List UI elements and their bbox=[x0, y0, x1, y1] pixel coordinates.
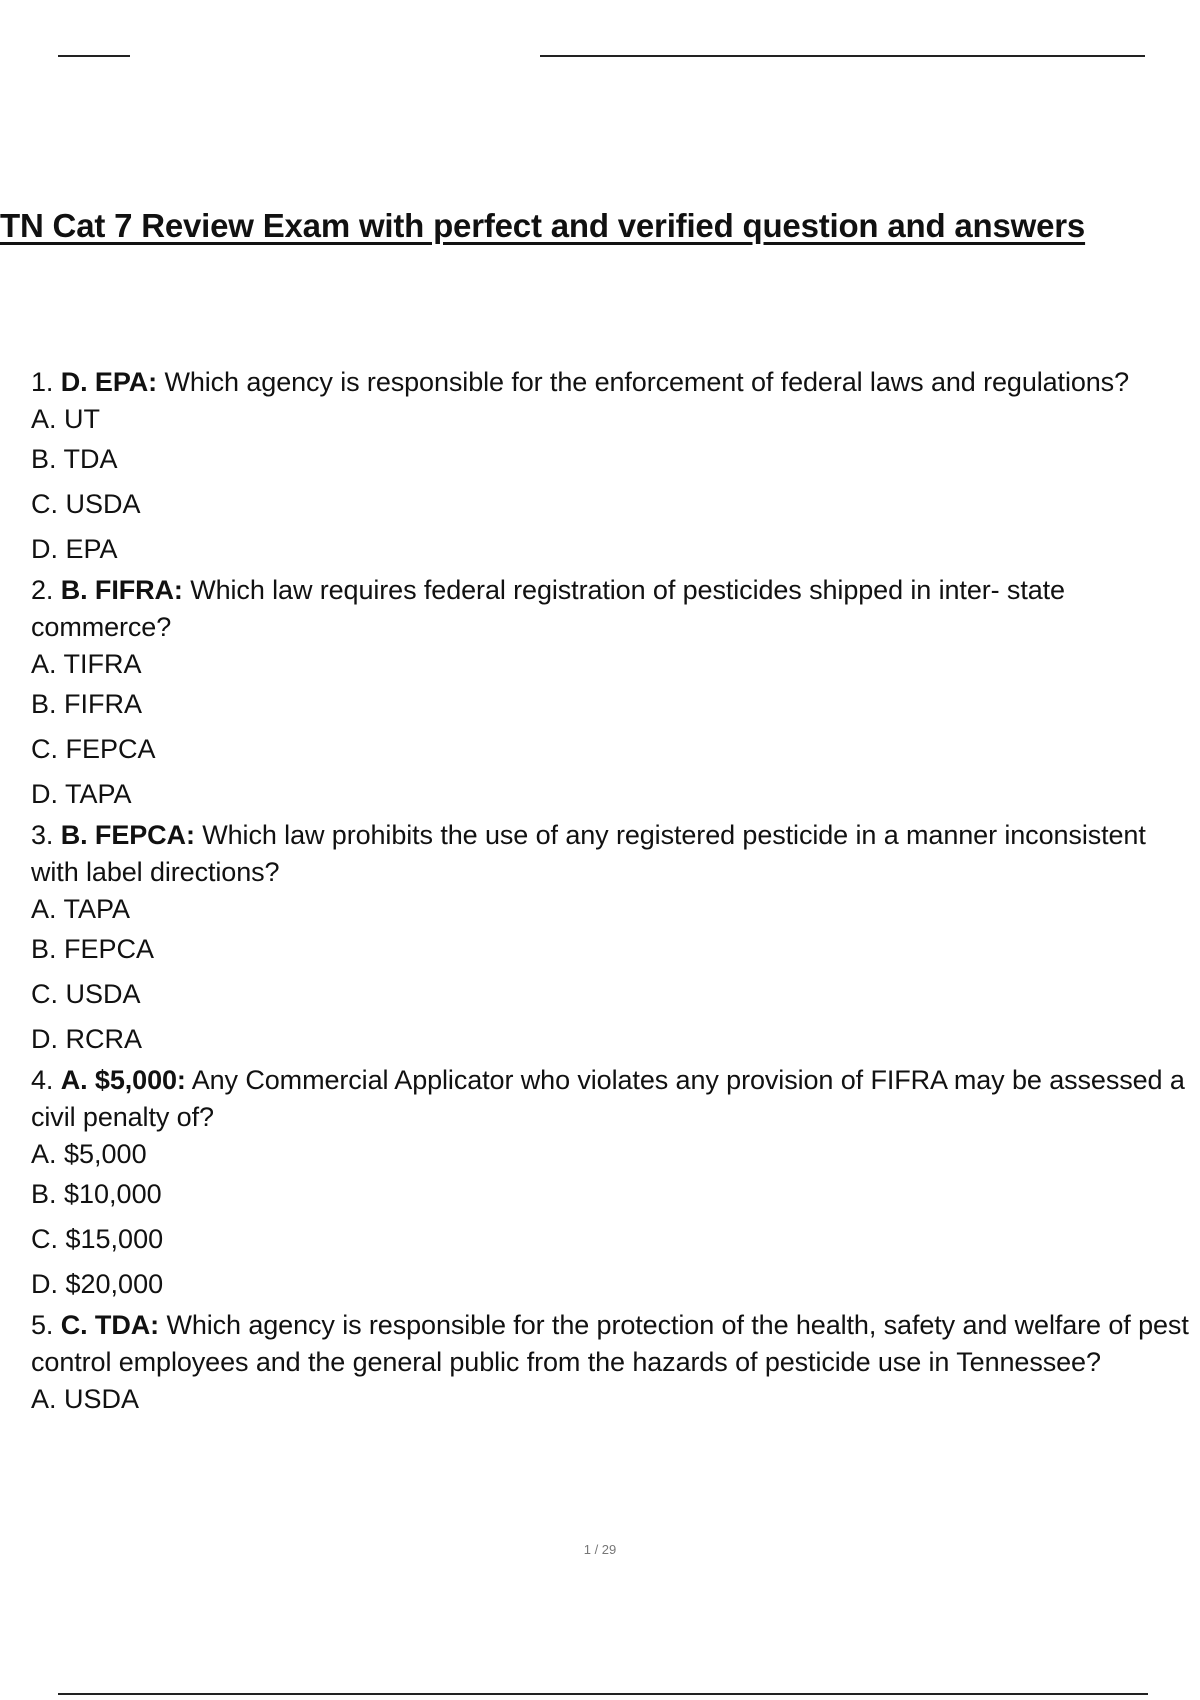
question-list bbox=[31, 364, 1196, 1417]
question-prompt: Which agency is responsible for the protection of the health, safety and welfare of pest control employees and the general public from the hazards of pesticide use in Tennessee? bbox=[31, 1310, 1189, 1377]
question-5 bbox=[31, 1307, 1196, 1417]
page-number: 1 / 29 bbox=[583, 1542, 617, 1557]
question-text bbox=[31, 1062, 1196, 1136]
option-a: A. USDA bbox=[31, 1384, 140, 1414]
answer-key: C. TDA: bbox=[60, 1310, 160, 1340]
option-a: A. $5,000 bbox=[31, 1139, 147, 1169]
option-list bbox=[31, 646, 1196, 817]
option-list bbox=[31, 401, 1196, 572]
question-4 bbox=[31, 1062, 1196, 1307]
option-c: C. USDA bbox=[31, 979, 141, 1009]
option-b: B. FIFRA bbox=[31, 689, 143, 719]
option-c: C. $15,000 bbox=[31, 1224, 164, 1254]
question-text bbox=[31, 572, 1196, 646]
question-text bbox=[31, 364, 1196, 401]
question-prompt: Which law requires federal registration of pesticides shipped in inter- state commerce? bbox=[31, 575, 1065, 642]
question-number: 1. bbox=[31, 367, 54, 397]
question-1 bbox=[31, 364, 1196, 572]
answer-key: B. FIFRA: bbox=[60, 575, 183, 605]
option-b: B. TDA bbox=[31, 444, 118, 474]
answer-key: A. $5,000: bbox=[60, 1065, 186, 1095]
question-3 bbox=[31, 817, 1196, 1062]
question-number: 5. bbox=[31, 1310, 54, 1340]
question-prompt: Which law prohibits the use of any registered pesticide in a manner inconsistent with label directions? bbox=[31, 820, 1146, 887]
question-text bbox=[31, 1307, 1196, 1381]
option-a: A. TAPA bbox=[31, 894, 131, 924]
question-number: 3. bbox=[31, 820, 54, 850]
question-prompt: Which agency is responsible for the enforcement of federal laws and regulations? bbox=[164, 367, 1129, 397]
footer-rule bbox=[58, 1693, 1148, 1695]
option-d: D. TAPA bbox=[31, 779, 132, 809]
question-prompt: Any Commercial Applicator who violates any provision of FIFRA may be assessed a civil penalty of? bbox=[31, 1065, 1185, 1132]
option-list bbox=[31, 1136, 1196, 1307]
question-text bbox=[31, 817, 1196, 891]
header-rule-left bbox=[58, 55, 130, 57]
option-a: A. UT bbox=[31, 404, 101, 434]
answer-key: D. EPA: bbox=[60, 367, 158, 397]
option-d: D. $20,000 bbox=[31, 1269, 164, 1299]
option-d: D. EPA bbox=[31, 534, 118, 564]
option-list bbox=[31, 1381, 1196, 1417]
question-number: 4. bbox=[31, 1065, 54, 1095]
option-b: B. FEPCA bbox=[31, 934, 155, 964]
question-2 bbox=[31, 572, 1196, 817]
document-title: TN Cat 7 Review Exam with perfect and verified question and answers bbox=[0, 207, 1086, 244]
option-b: B. $10,000 bbox=[31, 1179, 162, 1209]
option-a: A. TIFRA bbox=[31, 649, 142, 679]
option-c: C. FEPCA bbox=[31, 734, 156, 764]
option-c: C. USDA bbox=[31, 489, 141, 519]
option-d: D. RCRA bbox=[31, 1024, 143, 1054]
option-list bbox=[31, 891, 1196, 1062]
question-number: 2. bbox=[31, 575, 54, 605]
answer-key: B. FEPCA: bbox=[60, 820, 195, 850]
header-rule-right bbox=[540, 55, 1145, 57]
